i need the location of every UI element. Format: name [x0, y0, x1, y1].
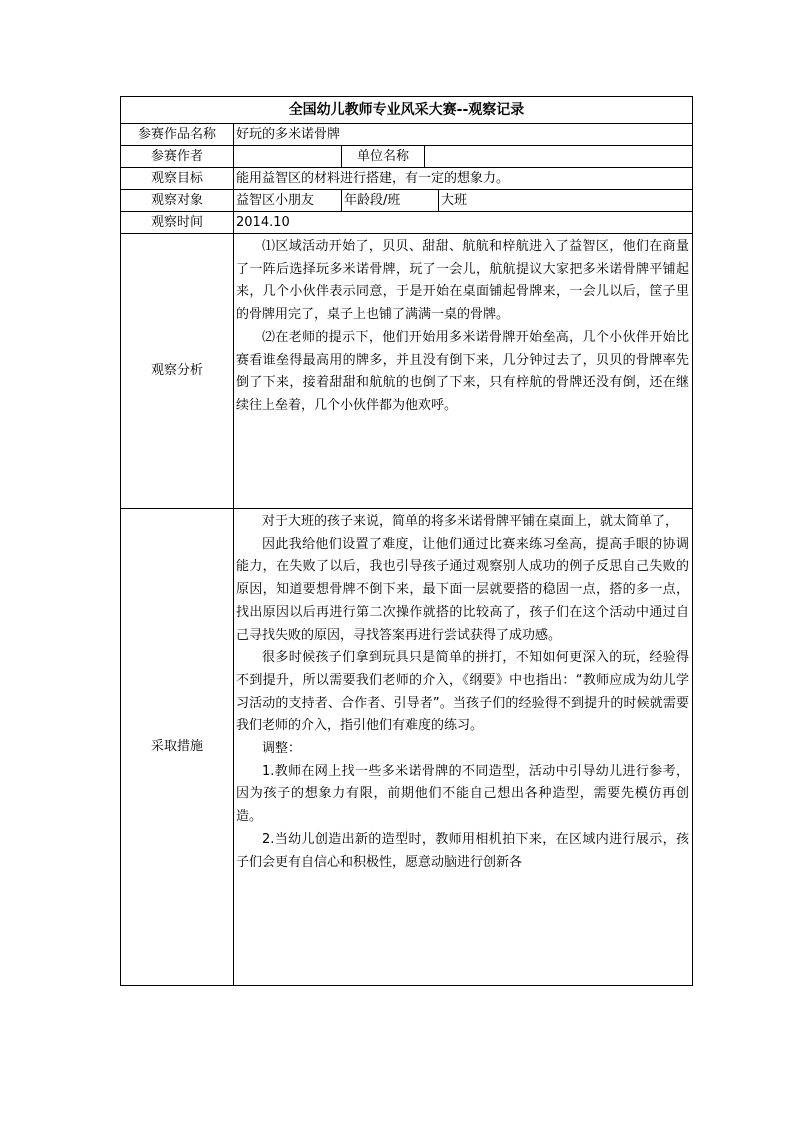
measures-paragraph: 因此我给他们设置了难度，让他们通过比赛来练习垒高，提高手眼的协调能力，在失败了以后，我也引导孩子通过观察别人成功的例子反思自己失败的原因，知道要想骨牌不倒下来，最下面一层就要搭的稳固一点，搭的多一点，找出原因以后再进行第二次操作就搭的比较高了，孩子们在这个活动中通过自己寻找失败的原因，寻找答案再进行尝试获得了成功感。 — [236, 536, 689, 643]
unit-label: 单位名称 — [342, 146, 425, 168]
author-value — [234, 146, 342, 168]
measures-paragraph: 调整： — [262, 741, 302, 757]
age-label: 年龄段/班 — [342, 190, 439, 212]
measures-content — [234, 509, 693, 986]
object-value: 益智区小朋友 — [234, 190, 342, 212]
unit-value — [425, 146, 693, 168]
work-name-value: 好玩的多米诺骨牌 — [234, 124, 693, 146]
work-name-label: 参赛作品名称 — [121, 124, 234, 146]
goal-label: 观察目标 — [121, 168, 234, 190]
analysis-paragraph: ⑵在老师的提示下，他们开始用多米诺骨牌开始垒高，几个小伙伴开始比赛看谁垒得最高用的牌多，并且没有倒下来，几分钟过去了，贝贝的骨牌率先倒了下来，接着甜甜和航航的也倒了下来，只有梓航的骨牌还没有倒，还在继续往上垒着，几个小伙伴都为他欢呼。 — [236, 329, 689, 413]
time-label: 观察时间 — [121, 212, 234, 234]
measures-paragraph: 2.当幼儿创造出新的造型时，教师用相机拍下来，在区域内进行展示，孩子们会更有自信心和积极性，愿意动脑进行创新各 — [236, 831, 689, 870]
analysis-content — [234, 234, 693, 509]
time-value: 2014.10 — [234, 212, 693, 234]
form-title: 全国幼儿教师专业风采大赛--观察记录 — [121, 97, 693, 124]
measures-paragraph: 对于大班的孩子来说，简单的将多米诺骨牌平铺在桌面上，就太简单了， — [262, 514, 679, 529]
measures-paragraph: 很多时候孩子们拿到玩具只是简单的拼打，不知如何更深入的玩，经验得不到提升，所以需要我们老师的介入，《纲要》中也指出：“教师应成为幼儿学习活动的支持者、合作者、引导者”。当孩子们的经验得不到提升的时候就需要我们老师的介入，指引他们有难度的练习。 — [236, 650, 689, 734]
analysis-paragraph: ⑴区域活动开始了，贝贝、甜甜、航航和梓航进入了益智区，他们在商量了一阵后选择玩多米诺骨牌，玩了一会儿，航航提议大家把多米诺骨牌平铺起来，几个小伙伴表示同意，于是开始在桌面铺起骨牌来，一会儿以后，筐子里的骨牌用完了，桌子上也铺了满满一桌的骨牌。 — [236, 239, 689, 323]
author-label: 参赛作者 — [121, 146, 234, 168]
measures-label: 采取措施 — [121, 509, 234, 986]
analysis-label: 观察分析 — [121, 234, 234, 509]
age-value: 大班 — [439, 190, 693, 212]
observation-record-form — [120, 96, 692, 986]
measures-paragraph: 1.教师在网上找一些多米诺骨牌的不同造型，活动中引导幼儿进行参考，因为孩子的想象力有限，前期他们不能自己想出各种造型，需要先模仿再创造。 — [236, 763, 689, 825]
observation-table — [120, 96, 693, 986]
object-label: 观察对象 — [121, 190, 234, 212]
goal-value: 能用益智区的材料进行搭建，有一定的想象力。 — [234, 168, 693, 190]
